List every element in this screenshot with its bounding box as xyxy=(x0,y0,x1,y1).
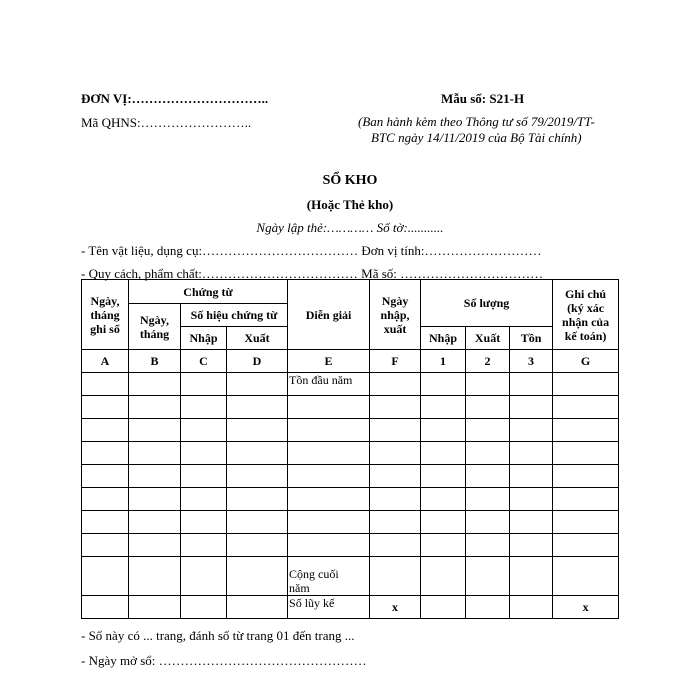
table-row xyxy=(82,488,619,511)
header-voucher-date: Ngày, tháng xyxy=(129,304,181,350)
table-row xyxy=(82,511,619,534)
column-code: E xyxy=(288,350,370,373)
cumulative-g-mark: x xyxy=(553,596,619,619)
table-row xyxy=(82,534,619,557)
column-code: 2 xyxy=(466,350,510,373)
header-description: Diễn giải xyxy=(288,280,370,350)
issued-by-line-1: (Ban hành kèm theo Thông tư số 79/2019/TT- xyxy=(358,114,595,129)
column-code: B xyxy=(129,350,181,373)
inventory-ledger-table xyxy=(81,279,619,619)
cumulative-f-mark: x xyxy=(370,596,421,619)
page-title: SỔ KHO xyxy=(322,173,378,188)
material-name-field: - Tên vật liệu, dụng cụ:……………………………… Đơn vị tính:……………………… xyxy=(81,243,542,258)
column-code: C xyxy=(181,350,227,373)
header-quantity-export: Xuất xyxy=(466,327,510,350)
header-quantity: Số lượng xyxy=(421,280,553,327)
header-date-record: Ngày, tháng ghi sổ xyxy=(82,280,129,350)
column-code: 3 xyxy=(510,350,553,373)
header-io-date: Ngày nhập, xuất xyxy=(370,280,421,350)
column-code: D xyxy=(227,350,288,373)
opening-balance-label: Tồn đầu năm xyxy=(288,373,370,396)
table-row xyxy=(82,442,619,465)
column-code-row xyxy=(82,350,619,373)
specification-field: - Quy cách, phẩm chất:……………………………… Mã số: …………………………… xyxy=(81,266,544,281)
cumulative-label: Số lũy kế xyxy=(288,596,370,619)
header-voucher-number: Số hiệu chứng từ xyxy=(181,304,288,327)
column-code: 1 xyxy=(421,350,466,373)
column-code: G xyxy=(553,350,619,373)
page-subtitle: (Hoặc Thẻ kho) xyxy=(306,197,394,212)
table-row xyxy=(82,465,619,488)
date-sheet-line: Ngày lập thẻ:………… Số tờ:........... xyxy=(256,220,444,235)
header-note: Ghi chú (ký xác nhận của kế toán) xyxy=(553,280,619,350)
form-number: Mẫu số: S21-H xyxy=(441,91,525,106)
header-voucher-import: Nhập xyxy=(181,327,227,350)
issued-by-line-2: BTC ngày 14/11/2019 của Bộ Tài chính) xyxy=(371,130,582,145)
header-quantity-stock: Tồn xyxy=(510,327,553,350)
qhns-label: Mã QHNS:…………………….. xyxy=(81,115,252,130)
closing-total-label: Cộng cuối năm xyxy=(288,557,370,596)
column-code: F xyxy=(370,350,421,373)
cumulative-row xyxy=(82,596,619,619)
header-voucher: Chứng từ xyxy=(129,280,288,304)
closing-row xyxy=(82,557,619,596)
pages-count-line: - Sổ này có ... trang, đánh số từ trang 01 đến trang ... xyxy=(81,628,355,643)
table-row xyxy=(82,396,619,419)
open-date-line: - Ngày mở sổ: ………………………………………… xyxy=(81,653,367,668)
unit-label: ĐƠN VỊ:………………………….. xyxy=(81,91,269,106)
table-row xyxy=(82,419,619,442)
header-quantity-import: Nhập xyxy=(421,327,466,350)
table-row xyxy=(82,373,619,396)
header-voucher-export: Xuất xyxy=(227,327,288,350)
column-code: A xyxy=(82,350,129,373)
